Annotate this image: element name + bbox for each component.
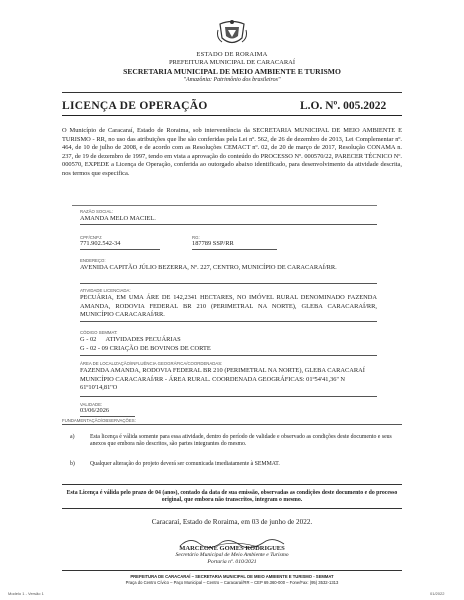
validade-value: 03/06/2026 xyxy=(80,407,110,414)
rg-value: 187789 SSP/RR xyxy=(192,240,234,247)
area-underline xyxy=(80,396,377,397)
atividade-label: ATIVIDADE LICENCIADA: xyxy=(80,288,131,293)
footer-institution: PREFEITURA DE CARACARAÍ – SECRETARIA MUNICIPAL DE MEIO AMBIENTE E TURISMO - SEMMAT xyxy=(130,574,334,579)
item-a-text: Esta licença é válida somente para essa atividade, dentro do período de validade e observado as condições deste documento e seus anexos que embora não descritos, são partes integrantes do mesmo. xyxy=(90,434,392,448)
codigo-label: CÓDIGO SEMMAT: xyxy=(80,330,118,335)
razao-social-value: AMANDA MELO MACIEL. xyxy=(80,215,156,222)
license-number: L.O. Nº. 005.2022 xyxy=(300,100,387,112)
signatory-name: MARCEONE GOMES RODRIGUES xyxy=(179,545,285,552)
area-value: FAZENDA AMANDA, RODOVIA FEDERAL BR 210 (PERIMETRAL NA NORTE), GLEBA CARACARAÍ MUNICÍPIO CARACARAÍ/RR - ÁREA RURAL. COORDENADA GEOGRÁFICAS: 01º54'41,36'' N 61º10'14,81''O xyxy=(80,367,365,392)
rg-label: RG: xyxy=(192,235,200,240)
rg-underline xyxy=(192,249,277,250)
validity-note: Esta Licença é válida pelo prazo de 04 (anos), contado da data de sua emissão, observadas as condições deste documento e do processo original, que embora não transcritos, integram o mesmo. xyxy=(66,490,398,504)
title-divider xyxy=(62,115,402,116)
fundamentacao-item-b xyxy=(70,461,400,471)
codigo-line-1: G - 02 ATIVIDADES PECUÁRIAS xyxy=(80,336,181,343)
cpf-underline xyxy=(80,249,160,250)
secretariat-name: SECRETARIA MUNICIPAL DE MEIO AMBIENTE E TURISMO xyxy=(123,67,341,76)
fundamentacao-label: FUNDAMENTAÇÃO/OBSERVAÇÕES: xyxy=(62,418,136,423)
fundamentacao-item-a xyxy=(70,434,400,456)
model-version: Modelo 1 - Versão 1 xyxy=(8,591,44,596)
signatory-portaria: Portaria nº. 010/2021 xyxy=(207,559,257,565)
area-label: ÁREA DE LOCALIZAÇÃO/INFLUÊNCIA GEOGRÁFICA/COORDENADAS: xyxy=(80,361,223,366)
note-top-divider xyxy=(62,484,402,485)
footer-address: Praça do Centro Cívico – Paço Municipal – Centro – Caracaraí/RR – CEP 69.360-000 – Fone/Fax: (95) 3532-1313 xyxy=(125,580,339,585)
coat-of-arms-icon xyxy=(216,18,248,48)
document-code: 01/2022 xyxy=(430,591,445,596)
endereco-value: AVENIDA CAPITÃO JÚLIO BEZERRA, Nº. 227, CENTRO, MUNICÍPIO DE CARACARAÍ/RR. xyxy=(80,264,337,271)
slogan: "Amazônia: Patrimônio dos brasileiros" xyxy=(183,77,281,83)
footer-divider xyxy=(62,570,402,571)
item-b-text: Qualquer alteração do projeto deverá ser comunicada imediatamente à SEMMAT. xyxy=(90,461,280,467)
atividade-underline xyxy=(80,321,377,322)
fields-top-border xyxy=(72,205,377,206)
prefecture-name: PREFEITURA MUNICIPAL DE CARACARAÍ xyxy=(168,59,296,66)
atividade-value: PECUÁRIA, EM UMA ÁRE DE 142,2341 HECTARES, NO IMÓVEL RURAL DENOMINADO FAZENDA AMANDA, RODOVIA FEDERAL BR 210 (PERIMETRAL NA NORTE), GLEBA CARACARAÍ/RR, MUNICÍPIO CARACARAÍ/RR. xyxy=(80,294,377,319)
validade-underline xyxy=(80,416,135,417)
note-bottom-divider xyxy=(62,508,402,509)
razao-social-label: RAZÃO SOCIAL: xyxy=(80,209,113,214)
cpf-label: CPF/CNPJ: xyxy=(80,235,103,240)
endereco-underline xyxy=(80,283,377,284)
place-date: Caracaraí, Estado de Roraima, em 03 de junho de 2022. xyxy=(151,518,313,526)
header-divider xyxy=(62,92,402,93)
item-b-marker: b) xyxy=(70,461,75,467)
license-title: LICENÇA DE OPERAÇÃO xyxy=(62,100,208,112)
intro-paragraph: O Município de Caracaraí, Estado de Roraima, sob interveniência da SECRETARIA MUNICIPAL DE MEIO AMBIENTE E TURISMO - RR, no uso das atribuições que lhe são conferidas pela Lei nº. 562, de 26 de dezembro de 2013, Lei Complementar nº. 464, de 10 de julho de 2008, e de acordo com as Resoluções CEMACT nº. 02, de 20 de março de 2017, Resolução CONAMA n. 237, de 19 de dezembro de 1997, tendo em vista a aprovação do conteúdo do PROCESSO Nº. 000570/22, PARECER TÉCNICO Nº. 000570, EXPEDE a Licença de Operação, conferida ao outorgado abaixo identificado, para desenvolvimento da atividade descrita, nos termos que especifica. xyxy=(62,127,402,177)
cpf-value: 771.902.542-34 xyxy=(80,240,121,247)
signatory-role: Secretário Municipal de Meio Ambiente e Turismo xyxy=(175,552,289,558)
codigo-line-2: G - 02 - 09 CRIAÇÃO DE BOVINOS DE CORTE xyxy=(80,345,211,352)
state-name: ESTADO DE RORAIMA xyxy=(196,51,268,58)
endereco-label: ENDEREÇO: xyxy=(80,258,106,263)
fundamentacao-divider xyxy=(62,424,402,425)
codigo-underline xyxy=(80,355,377,356)
razao-social-underline xyxy=(80,224,377,225)
item-a-marker: a) xyxy=(70,434,75,440)
validade-label: VALIDADE: xyxy=(80,402,103,407)
